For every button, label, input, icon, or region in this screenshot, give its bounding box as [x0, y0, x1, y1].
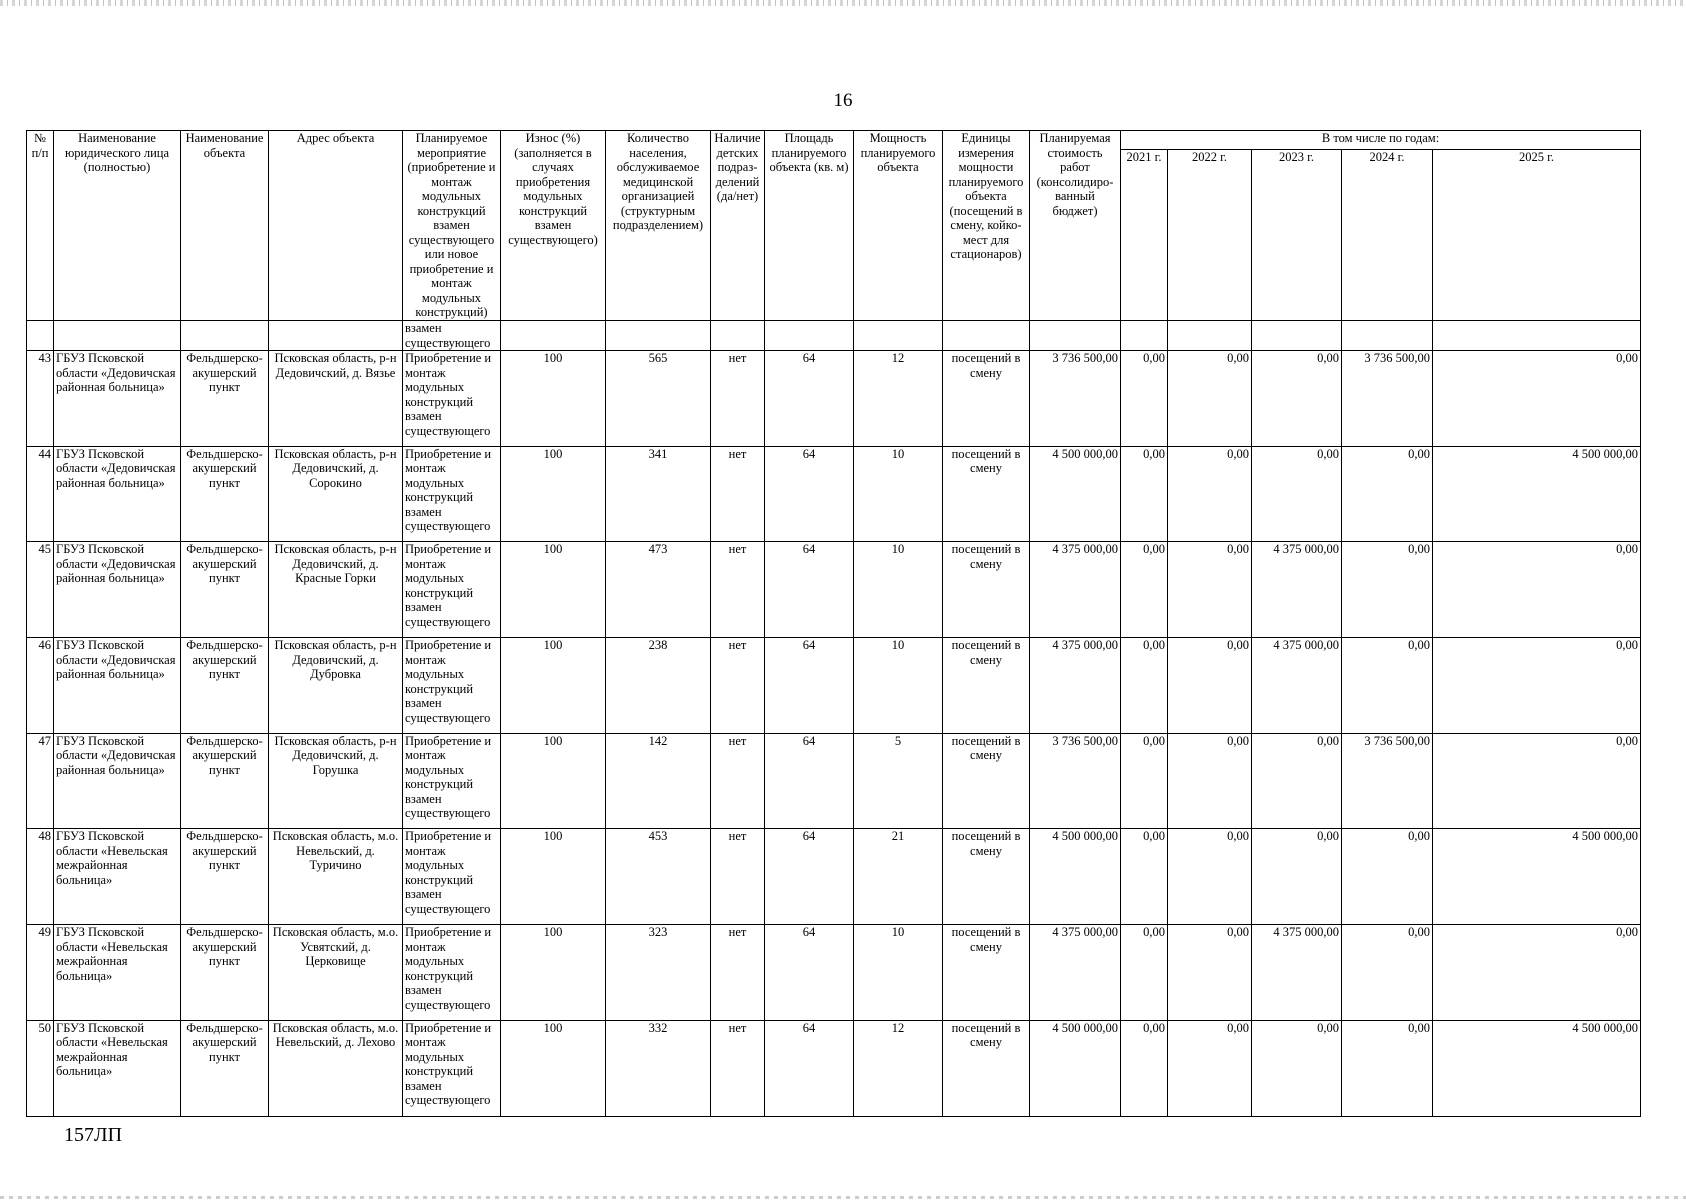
cell-area: 64 — [765, 542, 854, 638]
cell-2025: 4 500 000,00 — [1433, 446, 1641, 542]
header-year-2025: 2025 г. — [1433, 150, 1641, 320]
cell-2024: 0,00 — [1342, 925, 1433, 1021]
cell-activity: Приобретение и монтаж модульных конструкций взамен существующего — [403, 829, 501, 925]
table-row — [27, 1020, 1641, 1116]
cell-children: нет — [711, 638, 765, 734]
cell-no: 44 — [27, 446, 54, 542]
cell-address: Псковская область, р-н Дедовичский, д. Красные Горки — [269, 542, 403, 638]
cell-legal-name: ГБУЗ Псковской области «Дедовичская районная больница» — [54, 733, 181, 829]
cell-object-name: Фельдшерско-акушерский пункт — [181, 542, 269, 638]
cell-2025: 0,00 — [1433, 638, 1641, 734]
cell-capacity: 12 — [854, 351, 943, 447]
page-number: 16 — [833, 90, 853, 111]
cell-wear: 100 — [501, 1020, 606, 1116]
table-row — [27, 351, 1641, 447]
cell-2022: 0,00 — [1168, 733, 1252, 829]
cell-wear: 100 — [501, 733, 606, 829]
cell-2025: 0,00 — [1433, 925, 1641, 1021]
cell-units: посещений в смену — [943, 1020, 1030, 1116]
cell-2023: 4 375 000,00 — [1252, 542, 1342, 638]
cell-capacity: 10 — [854, 925, 943, 1021]
document-code: 157ЛП — [64, 1124, 123, 1146]
cell-activity: Приобретение и монтаж модульных конструкций взамен существующего — [403, 638, 501, 734]
cell-capacity: 5 — [854, 733, 943, 829]
header-object-name: Наименование объекта — [181, 131, 269, 321]
cell-2021: 0,00 — [1121, 638, 1168, 734]
cell-2022: 0,00 — [1168, 925, 1252, 1021]
cell-no: 50 — [27, 1020, 54, 1116]
cell-population: 332 — [606, 1020, 711, 1116]
cell-children: нет — [711, 829, 765, 925]
table-row — [27, 446, 1641, 542]
header-legal-name: Наименование юридического лица (полностью) — [54, 131, 181, 321]
cell-2021: 0,00 — [1121, 542, 1168, 638]
continuation-row — [27, 320, 1641, 351]
cell-cost: 4 500 000,00 — [1030, 446, 1121, 542]
cell-object-name: Фельдшерско-акушерский пункт — [181, 638, 269, 734]
cell-legal-name: ГБУЗ Псковской области «Невельская межрайонная больница» — [54, 925, 181, 1021]
cell-2021: 0,00 — [1121, 1020, 1168, 1116]
cell-cost: 3 736 500,00 — [1030, 733, 1121, 829]
cell-object-name: Фельдшерско-акушерский пункт — [181, 446, 269, 542]
cell-2021: 0,00 — [1121, 733, 1168, 829]
cell-address: Псковская область, м.о. Усвятский, д. Церковище — [269, 925, 403, 1021]
cell-activity: Приобретение и монтаж модульных конструкций взамен существующего — [403, 1020, 501, 1116]
cell-area: 64 — [765, 1020, 854, 1116]
cell-2025: 4 500 000,00 — [1433, 1020, 1641, 1116]
cell-children: нет — [711, 542, 765, 638]
cell-legal-name: ГБУЗ Псковской области «Дедовичская районная больница» — [54, 638, 181, 734]
cell-2022: 0,00 — [1168, 351, 1252, 447]
cell-2021: 0,00 — [1121, 446, 1168, 542]
cell-children: нет — [711, 351, 765, 447]
cell-2024: 3 736 500,00 — [1342, 351, 1433, 447]
cell-capacity: 10 — [854, 638, 943, 734]
cell-units: посещений в смену — [943, 542, 1030, 638]
cell-no: 43 — [27, 351, 54, 447]
cell-2024: 0,00 — [1342, 638, 1433, 734]
cell-activity: Приобретение и монтаж модульных конструкций взамен существующего — [403, 351, 501, 447]
cell-object-name: Фельдшерско-акушерский пункт — [181, 351, 269, 447]
cell-2023: 0,00 — [1252, 1020, 1342, 1116]
header-year-2023: 2023 г. — [1252, 150, 1342, 320]
cell-wear: 100 — [501, 925, 606, 1021]
cell-2024: 0,00 — [1342, 1020, 1433, 1116]
cell-capacity: 10 — [854, 542, 943, 638]
cell-2022: 0,00 — [1168, 638, 1252, 734]
cell-units: посещений в смену — [943, 925, 1030, 1021]
cell-address: Псковская область, р-н Дедовичский, д. Горушка — [269, 733, 403, 829]
cell-no: 48 — [27, 829, 54, 925]
cell-capacity: 12 — [854, 1020, 943, 1116]
header-wear: Износ (%) (заполняется в случаях приобретения модульных конструкций взамен существующего) — [501, 131, 606, 321]
cell-population: 453 — [606, 829, 711, 925]
header-units: Единицы измерения мощности планируемого объекта (посещений в смену, койко-мест для стационаров) — [943, 131, 1030, 321]
cell-activity: Приобретение и монтаж модульных конструкций взамен существующего — [403, 446, 501, 542]
cell-activity: Приобретение и монтаж модульных конструкций взамен существующего — [403, 925, 501, 1021]
cell-children: нет — [711, 446, 765, 542]
cell-units: посещений в смену — [943, 733, 1030, 829]
cell-address: Псковская область, р-н Дедовичский, д. Дубровка — [269, 638, 403, 734]
cell-2022: 0,00 — [1168, 829, 1252, 925]
cell-children: нет — [711, 925, 765, 1021]
cell-2025: 0,00 — [1433, 542, 1641, 638]
cell-2022: 0,00 — [1168, 1020, 1252, 1116]
cell-wear: 100 — [501, 829, 606, 925]
cell-population: 341 — [606, 446, 711, 542]
header-children: Наличие детских подраз-делений (да/нет) — [711, 131, 765, 321]
cell-2022: 0,00 — [1168, 542, 1252, 638]
cell-capacity: 10 — [854, 446, 943, 542]
cell-cost: 4 375 000,00 — [1030, 925, 1121, 1021]
header-year-2021: 2021 г. — [1121, 150, 1168, 320]
cell-no: 45 — [27, 542, 54, 638]
cell-area: 64 — [765, 446, 854, 542]
cell-population: 473 — [606, 542, 711, 638]
cell-2025: 0,00 — [1433, 351, 1641, 447]
table-row — [27, 733, 1641, 829]
cell-area: 64 — [765, 638, 854, 734]
cell-2024: 0,00 — [1342, 542, 1433, 638]
cell-wear: 100 — [501, 638, 606, 734]
cell-2021: 0,00 — [1121, 829, 1168, 925]
cell-cost: 4 375 000,00 — [1030, 638, 1121, 734]
cell-address: Псковская область, м.о. Невельский, д. Лехово — [269, 1020, 403, 1116]
cell-2025: 4 500 000,00 — [1433, 829, 1641, 925]
header-activity: Планируемое мероприятие (приобретение и монтаж модульных конструкций взамен существующего или новое приобретение и монтаж модульных конструкций) — [403, 131, 501, 321]
cell-2022: 0,00 — [1168, 446, 1252, 542]
cell-address: Псковская область, р-н Дедовичский, д. Вязье — [269, 351, 403, 447]
table-row — [27, 542, 1641, 638]
cell-2023: 0,00 — [1252, 351, 1342, 447]
cell-2023: 0,00 — [1252, 829, 1342, 925]
cell-children: нет — [711, 1020, 765, 1116]
cell-2023: 0,00 — [1252, 446, 1342, 542]
cell-no: 46 — [27, 638, 54, 734]
cell-legal-name: ГБУЗ Псковской области «Дедовичская районная больница» — [54, 542, 181, 638]
cell-area: 64 — [765, 925, 854, 1021]
header-address: Адрес объекта — [269, 131, 403, 321]
cell-legal-name: ГБУЗ Псковской области «Невельская межрайонная больница» — [54, 1020, 181, 1116]
cell-2023: 4 375 000,00 — [1252, 925, 1342, 1021]
cell-legal-name: ГБУЗ Псковской области «Дедовичская районная больница» — [54, 446, 181, 542]
cell-units: посещений в смену — [943, 351, 1030, 447]
continuation-activity: взамен существующего — [403, 320, 501, 351]
cell-legal-name: ГБУЗ Псковской области «Невельская межрайонная больница» — [54, 829, 181, 925]
cell-wear: 100 — [501, 351, 606, 447]
cell-2023: 4 375 000,00 — [1252, 638, 1342, 734]
cell-2021: 0,00 — [1121, 925, 1168, 1021]
cell-population: 565 — [606, 351, 711, 447]
header-year-2024: 2024 г. — [1342, 150, 1433, 320]
cell-area: 64 — [765, 351, 854, 447]
cell-2024: 0,00 — [1342, 446, 1433, 542]
cell-address: Псковская область, р-н Дедовичский, д. Сорокино — [269, 446, 403, 542]
cell-children: нет — [711, 733, 765, 829]
scan-edge-bottom — [0, 1196, 1686, 1199]
table-row — [27, 829, 1641, 925]
cell-object-name: Фельдшерско-акушерский пункт — [181, 829, 269, 925]
cell-capacity: 21 — [854, 829, 943, 925]
cell-population: 238 — [606, 638, 711, 734]
cell-cost: 4 375 000,00 — [1030, 542, 1121, 638]
cell-activity: Приобретение и монтаж модульных конструкций взамен существующего — [403, 733, 501, 829]
header-cost: Планируемая стоимость работ (консолидиро-ванный бюджет) — [1030, 131, 1121, 321]
cell-population: 323 — [606, 925, 711, 1021]
cell-units: посещений в смену — [943, 638, 1030, 734]
cell-no: 47 — [27, 733, 54, 829]
table-row — [27, 638, 1641, 734]
header-population: Количество населения, обслуживаемое медицинской организацией (структурным подразделением) — [606, 131, 711, 321]
cell-object-name: Фельдшерско-акушерский пункт — [181, 733, 269, 829]
header-area: Площадь планируемого объекта (кв. м) — [765, 131, 854, 321]
cell-area: 64 — [765, 829, 854, 925]
cell-area: 64 — [765, 733, 854, 829]
cell-2024: 3 736 500,00 — [1342, 733, 1433, 829]
cell-wear: 100 — [501, 446, 606, 542]
cell-activity: Приобретение и монтаж модульных конструкций взамен существующего — [403, 542, 501, 638]
cell-legal-name: ГБУЗ Псковской области «Дедовичская районная больница» — [54, 351, 181, 447]
cell-units: посещений в смену — [943, 446, 1030, 542]
cell-population: 142 — [606, 733, 711, 829]
cell-2024: 0,00 — [1342, 829, 1433, 925]
planning-table — [26, 130, 1641, 1117]
cell-cost: 4 500 000,00 — [1030, 829, 1121, 925]
cell-address: Псковская область, м.о. Невельский, д. Туричино — [269, 829, 403, 925]
cell-2023: 0,00 — [1252, 733, 1342, 829]
header-capacity: Мощность планируемого объекта — [854, 131, 943, 321]
cell-wear: 100 — [501, 542, 606, 638]
header-by-years: В том числе по годам: — [1121, 131, 1641, 150]
header-no: № п/п — [27, 131, 54, 321]
cell-units: посещений в смену — [943, 829, 1030, 925]
cell-2025: 0,00 — [1433, 733, 1641, 829]
scan-edge-top — [0, 0, 1686, 6]
cell-cost: 3 736 500,00 — [1030, 351, 1121, 447]
cell-2021: 0,00 — [1121, 351, 1168, 447]
table-row — [27, 925, 1641, 1021]
cell-object-name: Фельдшерско-акушерский пункт — [181, 925, 269, 1021]
cell-cost: 4 500 000,00 — [1030, 1020, 1121, 1116]
cell-no: 49 — [27, 925, 54, 1021]
cell-object-name: Фельдшерско-акушерский пункт — [181, 1020, 269, 1116]
header-year-2022: 2022 г. — [1168, 150, 1252, 320]
